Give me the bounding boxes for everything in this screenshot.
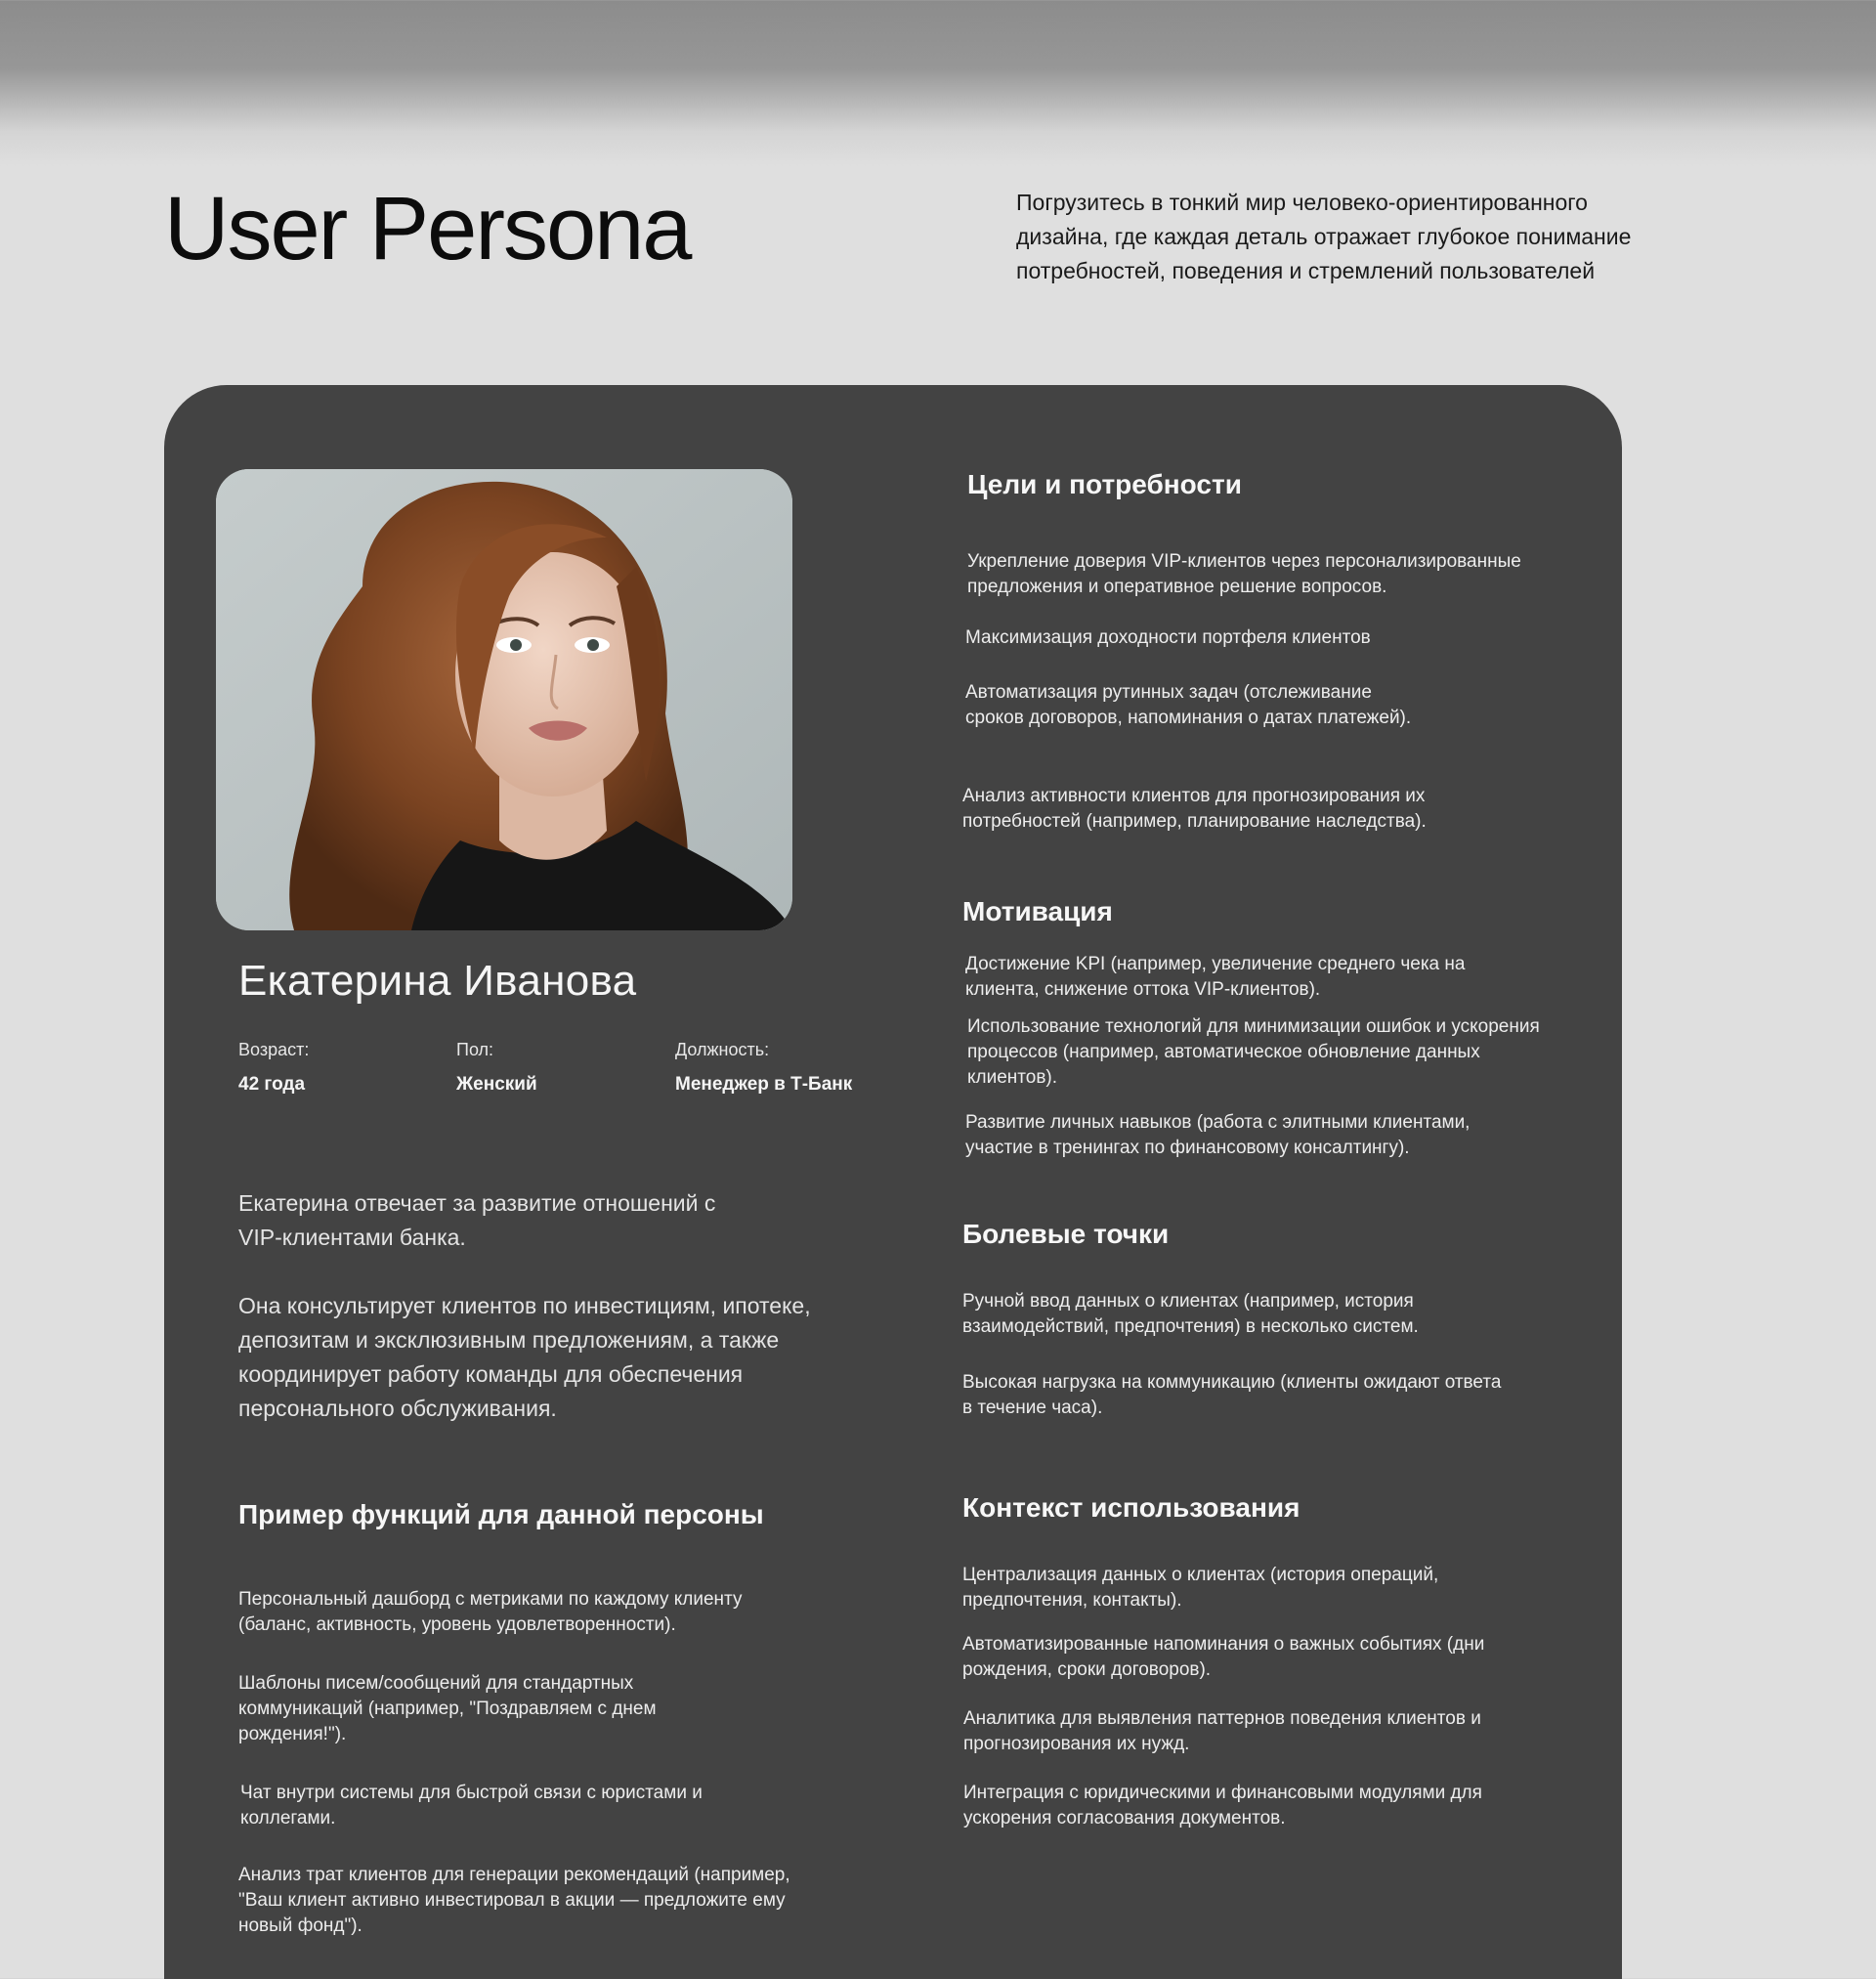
role-label: Должность: — [675, 1040, 770, 1059]
pain-points-item: Высокая нагрузка на коммуникацию (клиенты ожидают ответа в течение часа). — [962, 1372, 1502, 1418]
portrait-photo-icon — [216, 469, 792, 930]
features-item: Чат внутри системы для быстрой связи с юристами и коллегами. — [240, 1783, 703, 1828]
role-value: Менеджер в Т-Банк — [675, 1074, 853, 1095]
context-title: Контекст использования — [962, 1492, 1300, 1523]
motivation-item: Использование технологий для минимизации ошибок и ускорения процессов (например, автоматическое обновление данных клиентов). — [967, 1016, 1540, 1088]
context-item: Аналитика для выявления паттернов поведения клиентов и прогнозирования их нужд. — [963, 1708, 1481, 1754]
features-title: Пример функций для данной персоны — [238, 1499, 764, 1529]
motivation-item: Достижение KPI (например, увеличение среднего чека на клиента, снижение оттока VIP-клиентов). — [965, 954, 1466, 1000]
goals-title: Цели и потребности — [967, 469, 1242, 499]
age-label: Возраст: — [238, 1040, 310, 1059]
goals-item: Укрепление доверия VIP-клиентов через персонализированные предложения и оперативное решение вопросов. — [967, 551, 1521, 597]
motivation-item: Развитие личных навыков (работа с элитными клиентами, участие в тренингах по финансовому консалтингу). — [965, 1112, 1471, 1158]
pain-points-item: Ручной ввод данных о клиентах (например, история взаимодействий, предпочтения) в несколько систем. — [962, 1291, 1419, 1337]
gender-label: Пол: — [456, 1040, 494, 1059]
context-item: Автоматизированные напоминания о важных событиях (дни рождения, сроки договоров). — [962, 1634, 1485, 1680]
page-title: User Persona — [164, 179, 691, 279]
goals-item: Анализ активности клиентов для прогнозирования их потребностей (например, планирование наследства). — [962, 786, 1427, 832]
gender-value: Женский — [456, 1074, 537, 1095]
features-item: Персональный дашборд с метриками по каждому клиенту (баланс, активность, уровень удовлетворенности). — [238, 1589, 743, 1635]
persona-about-intro: Екатерина отвечает за развитие отношений с VIP-клиентами банка. — [238, 1190, 716, 1250]
pain-points-title: Болевые точки — [962, 1219, 1170, 1249]
context-item: Централизация данных о клиентах (история операций, предпочтения, контакты). — [962, 1565, 1439, 1611]
context-item: Интеграция с юридическими и финансовыми модулями для ускорения согласования документов. — [963, 1783, 1482, 1828]
features-item: Анализ трат клиентов для генерации рекомендаций (например, "Ваш клиент активно инвестировал в акции — предложите ему новый фонд"). — [238, 1865, 790, 1936]
persona-photo — [216, 469, 792, 930]
page-intro: Погрузитесь в тонкий мир человеко-ориентированного дизайна, где каждая деталь отражает глубокое понимание потребностей, поведения и стремлений пользователей — [1016, 190, 1632, 283]
persona-about-details: Она консультирует клиентов по инвестициям, ипотеке, депозитам и эксклюзивным предложениям, а также координирует работу команды для обеспечения персонального обслуживания. — [238, 1293, 811, 1421]
persona-name: Екатерина Иванова — [238, 957, 637, 1005]
goals-item: Максимизация доходности портфеля клиентов — [965, 627, 1371, 648]
motivation-title: Мотивация — [962, 896, 1113, 926]
features-item: Шаблоны писем/сообщений для стандартных коммуникаций (например, "Поздравляем с днем рождения!"). — [238, 1673, 657, 1744]
age-value: 42 года — [238, 1074, 306, 1095]
goals-item: Автоматизация рутинных задач (отслеживание сроков договоров, напоминания о датах платежей). — [965, 682, 1412, 728]
persona-card — [164, 385, 1622, 1979]
